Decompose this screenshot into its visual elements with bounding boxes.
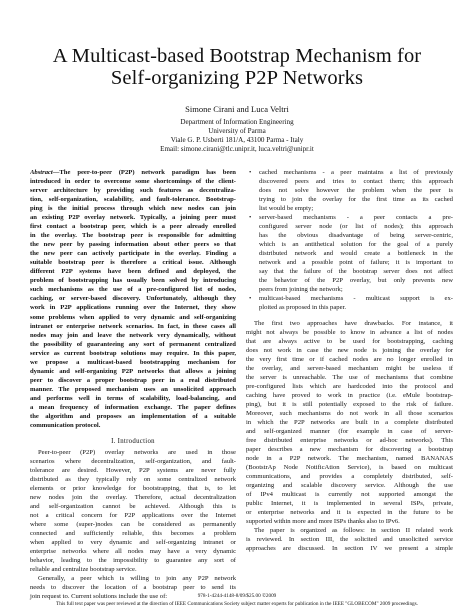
text-line: which is an antithetical solution for the goal of a purely (259, 241, 453, 249)
right-column (246, 168, 453, 553)
text-line: approaches are discussed. In section IV we present a simple (246, 545, 453, 553)
bullet-server-based-mechanisms (246, 213, 453, 294)
text-line: cached mechanisms - a peer maintains a list of previously (259, 169, 453, 176)
abstract-line: the possibility of guaranteeing any sort of permanent centralized (30, 340, 236, 348)
abstract-line: communication protocol. (30, 421, 101, 429)
bullet-icon: • (249, 169, 252, 176)
abstract-line: suitable bootstrap peer is therefore a critical issue. Although (30, 259, 236, 267)
abstract-line: the new peer can actively participate in the overlay. Finding a (30, 250, 236, 258)
text-line: list would be empty; (259, 205, 314, 213)
text-line: The paper is organized as follows: in section II related work (254, 527, 453, 535)
text-line: needs to discover the location of a bootstrap peer to send its (30, 584, 236, 592)
text-line: has the obvious disadvantage of being server-centric, (259, 232, 453, 240)
text-line: join request to. Current solutions include the use of: (30, 593, 168, 601)
text-line: The first two approaches have drawbacks. For instance, it (254, 319, 453, 327)
abstract-line: manner. The proposed mechanism uses an unsolicited approach (30, 385, 236, 393)
abstract-line: introduced in order to overcome some shortcomings of the client- (30, 178, 236, 186)
bullet-icon: • (249, 295, 252, 303)
abstract-line: tion, self-organization, scalability, and fault-tolerance. Bootstrap- (30, 196, 236, 204)
paper-title-line-1: A Multicast-based Bootstrap Mechanism for (52, 45, 422, 67)
paper-title-line-2: Self-organizing P2P Networks (110, 67, 364, 89)
text-line: network and a possible point of failure; it is important to (259, 259, 453, 267)
text-line: that are always active to be used for bootstrapping, caching (246, 337, 453, 345)
left-column (30, 168, 236, 601)
text-line: Peer-to-peer (P2P) overlay networks are used in those (38, 448, 236, 456)
abstract-line: an existing P2P overlay network. Typically, a joining peer must (30, 214, 236, 222)
bullet-multicast-based-mechanisms (246, 294, 453, 312)
text-line: scenarios where decentralization, self-organization, and fault- (30, 457, 236, 465)
text-line: supported within more and more ISPs thanks also to IPv6. (246, 518, 400, 526)
text-line: the server is unreachable. The use of mechanisms that combine (246, 373, 453, 381)
text-line: public Internet, it is implemented in several ISPs, private, (246, 500, 453, 508)
abstract-line: peer to discover a proper bootstrap peer in a real distributed (30, 376, 236, 384)
text-line: (BootstrAp Node NotificAtion Service), is based on multicast (246, 464, 453, 471)
text-line: pre-configured lists which are hardcoded into the protocol and (246, 382, 453, 390)
bullet-cached-mechanisms (246, 168, 453, 213)
abstract-line: dynamic and self-organizing P2P networks that allows a joining (30, 367, 236, 375)
text-line: behavior, leading to the impossibility to guarantee any sort of (30, 557, 236, 565)
text-line: might not always be possible to know in advance a list of nodes (246, 328, 453, 336)
text-line: Moreover, such mechanisms do not work in all those scenarios (246, 409, 453, 417)
abstract-line: the algorithm and proposes an implementation of a suitable (30, 412, 236, 420)
intro-paragraph-4 (246, 526, 453, 553)
affiliation-email[interactable]: Email: simone.cirani@tlc.unipr.it, luca.veltri@unipr.it (160, 145, 314, 153)
section-heading-introduction: I. Introduction (111, 437, 155, 445)
abstract-line: in the overlay. The bootstrap peer is responsible for admitting (30, 232, 236, 240)
footer-isbn: 978-1-4244-4148-8/09/$25.00 ©2009 (197, 593, 277, 599)
abstract-label: Abstract (30, 169, 53, 176)
text-line: communications, and provides a completely distributed, self- (246, 473, 453, 481)
text-line: connected and sufficiently reliable, this becomes a problem (30, 530, 236, 538)
text-line: enterprise networks where all nodes may have a very dynamic (30, 548, 236, 556)
text-line: multicast-based mechanisms - multicast support is ex- (259, 295, 453, 303)
text-line: node in a P2P network. The mechanism, named BANANAS (246, 454, 453, 462)
text-line: and self-organized manner (for example in case of server- (246, 427, 453, 435)
abstract-line: we propose a multicast-based bootstrapping mechanism for (30, 358, 236, 366)
text-line: caching have proved to work in practice (i.e. eMule bootstrap- (246, 391, 453, 399)
text-line: server-based mechanisms - a peer contacts a pre- (259, 214, 453, 222)
text-line: elements or prior knowledge for bootstrapping, that is, to let (30, 485, 236, 493)
abstract-line: problem of bootstrapping has usually been solved by introducing (30, 277, 236, 285)
text-line: say that the failure of the bootstrap server does not affect (259, 268, 453, 276)
text-line: discovered peers and tries to contact them; this approach (259, 178, 453, 186)
abstract-line: the new peer by passing information about other peers so that (30, 241, 236, 249)
text-line: free distributed enterprise networks or ad-hoc networks). This (246, 436, 453, 444)
text-line: of IPv4 multicast is currently not supported amongst the (246, 491, 453, 499)
text-line: does not solve however the problem when the peer is (259, 187, 453, 195)
text-line: ploited as proposed in this paper. (259, 304, 347, 312)
abstract-line: service as current bootstrap solutions may require. In this paper, (30, 349, 236, 357)
footer-notice: This full text paper was peer reviewed at the direction of IEEE Communications Society subject matter experts for publication in the IEEE "GLOBECOM" 2009 proceedings. (56, 601, 418, 607)
abstract-line: nodes may join and leave the network very dynamically, without (30, 331, 236, 339)
abstract-line: work in P2P applications running over the Internet, they show (30, 304, 236, 312)
text-line: the overlay, and server-based mechanism might be useless if (246, 364, 453, 372)
abstract-line: caching, or server-based discovery. Unfortunately, although they (30, 295, 236, 303)
affiliation-address: Viale G. P. Usberti 181/A, 43100 Parma - Italy (170, 136, 304, 144)
abstract-line: such mechanisms as the use of a pre-configured list of nodes, (30, 286, 236, 294)
intro-paragraph-1 (30, 448, 236, 574)
text-line: configured server node (or list of nodes); this approach (259, 223, 453, 231)
text-line: paper describes a new mechanism for discovering a bootstrap (246, 445, 453, 453)
paper-authors: Simone Cirani and Luca Veltri (185, 104, 289, 114)
text-line: does not work in case the new node is joining the overlay for (246, 346, 453, 354)
abstract-line: server architecture by providing such features as decentraliza- (30, 187, 236, 195)
bullet-icon: • (249, 214, 252, 222)
abstract-line: different P2P systems have been defined and deployed, the (30, 268, 236, 276)
text-line: trying to join the overlay for the first time as its cached (259, 196, 453, 204)
text-line: tolerance are desired. However, P2P systems are never fully (30, 466, 236, 474)
affiliation-department: Department of Information Engineering (180, 118, 294, 126)
abstract-line: Abstract—The peer-to-peer (P2P) network paradigm has been (30, 169, 236, 176)
text-line: or enterprise networks and it is expected in the future to be (246, 509, 453, 517)
text-line: Generally, a peer which is willing to join any P2P network (38, 575, 236, 583)
text-line: ping), but it is still potentially exposed to the risk of failure. (246, 400, 453, 408)
text-line: in which the P2P networks are built in a complete distributed (246, 418, 453, 426)
affiliation-university: University of Parma (208, 127, 266, 135)
abstract-line: some problems when applied to very dynamic and self-organizing (30, 313, 236, 321)
abstract-line: intranet or enterprise network scenarios. In fact, in these cases all (30, 322, 236, 330)
text-line: distributed network and would create a bottleneck in the (259, 250, 453, 258)
abstract-line: ping is the initial process through which new nodes can join (30, 205, 236, 213)
abstract-line: and performs well in terms of scalability, load-balancing, and (30, 394, 236, 402)
text-line: not a critical concern for P2P applications over the Internet (30, 512, 236, 520)
abstract (30, 168, 236, 430)
text-line: the behavior of the P2P overlay, but only prevents new (259, 277, 453, 285)
text-line: is reviewed. In section III, the solicited and unsolicited service (246, 536, 453, 544)
text-line: new nodes join the overlay. Therefore, actual decentralization (30, 494, 236, 502)
text-line: reliable and centralize bootstrap service. (30, 566, 137, 574)
text-line: organizing and scalable discovery service. Although the use (246, 482, 453, 490)
abstract-line: a mean frequency of information exchange. The paper defines (30, 403, 236, 411)
text-line: where some (super-)nodes can be considered as permanently (30, 521, 236, 529)
text-line: and self-organization cannot be achieved. Although this is (30, 503, 236, 511)
text-line: distributed as they typically rely on some centralized network (30, 476, 236, 483)
intro-paragraph-3 (246, 319, 453, 527)
text-line: when applied to very dynamic and self-organizing intranet or (30, 539, 236, 547)
text-line: peers from joining the network; (259, 286, 343, 294)
text-line: the very first time or if cached nodes are no longer enrolled in (246, 355, 453, 363)
abstract-line: first contact a bootstrap peer, which is a peer already enrolled (30, 223, 236, 231)
